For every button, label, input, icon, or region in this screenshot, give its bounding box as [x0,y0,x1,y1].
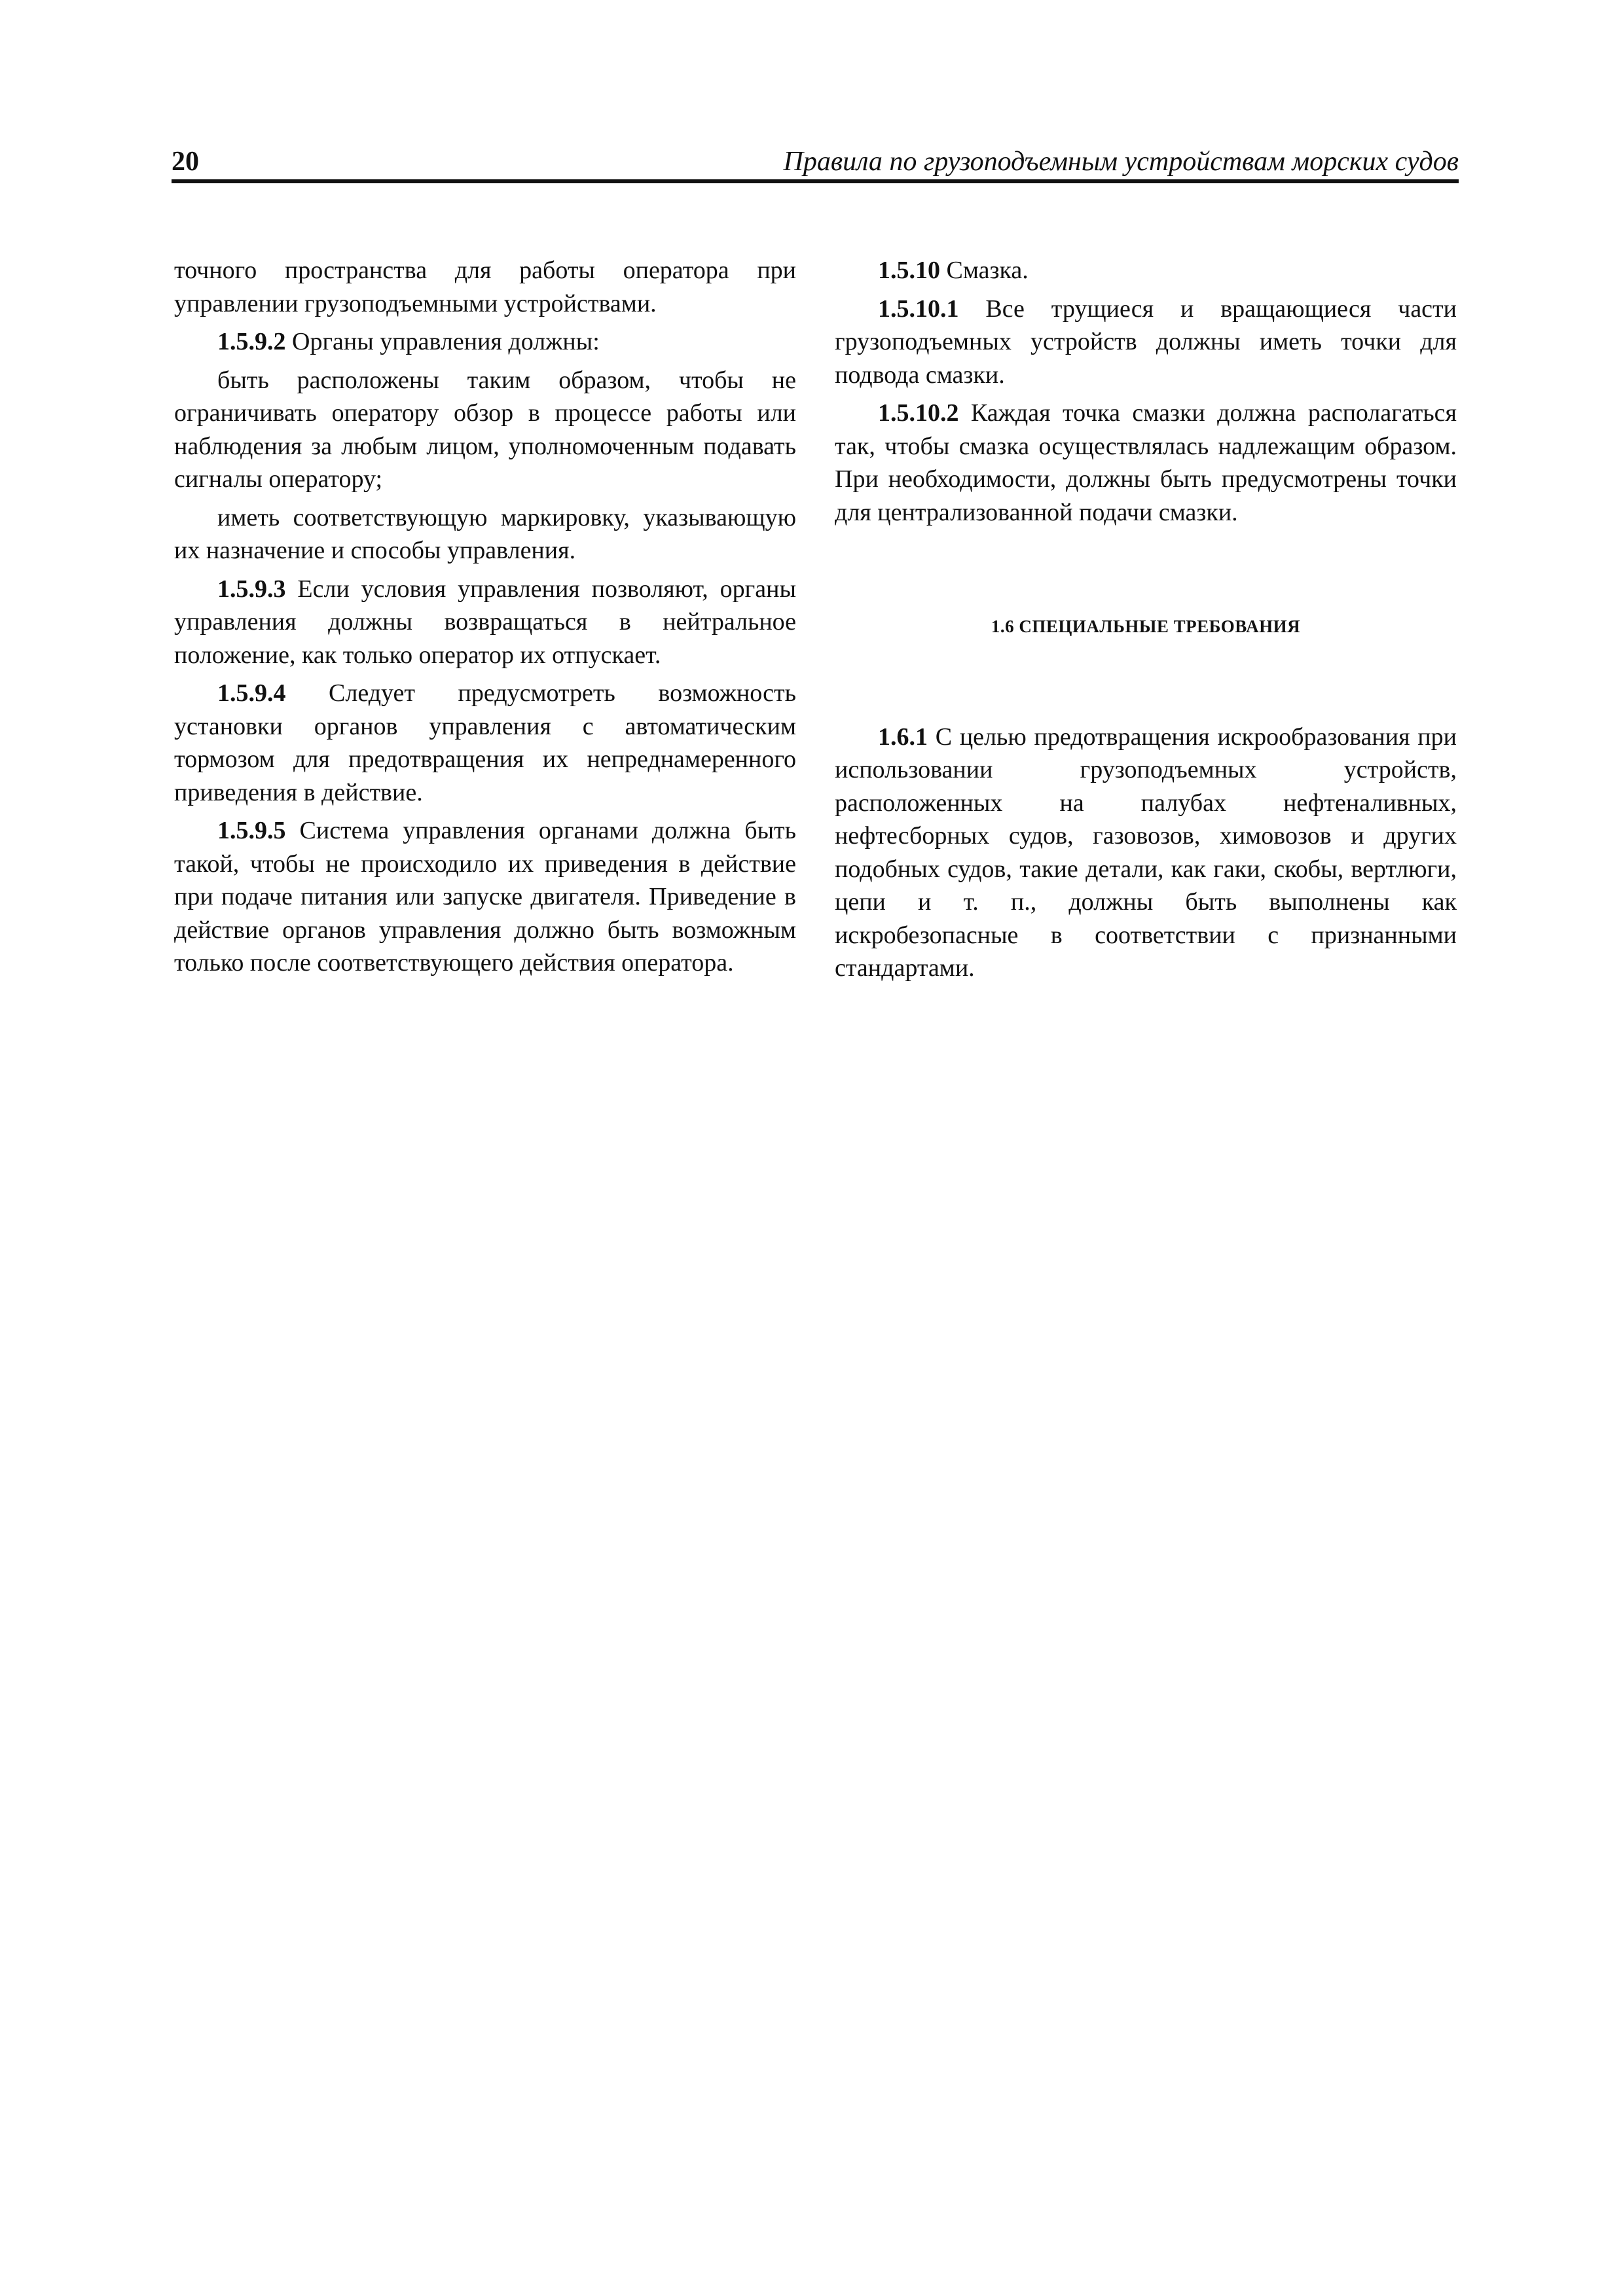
running-title: Правила по грузоподъемным устройствам морских судов [783,147,1459,177]
page-number: 20 [172,147,199,177]
clause-number: 1.6.1 [878,723,928,751]
clause-text: Каждая точка смазки должна располагаться так, чтобы смазка осуществлялась надлежащим образом. При необходимости, должны быть предусмотрены точки для централизованной подачи смазки. [835,399,1457,526]
paragraph-continuation: точного пространства для работы оператора при управлении грузоподъемными устройствами. [174,257,796,317]
clause-number: 1.5.10 [878,257,940,284]
clause-number: 1.5.10.1 [878,295,959,323]
list-item: быть расположены таким образом, чтобы не ограничивать оператору обзор в процессе работы или наблюдения за любым лицом, уполномоченным подавать сигналы оператору; [174,366,796,493]
clause-1-5-9-5 [174,814,796,980]
clause-text: С целью предотвращения искрообразования при использовании грузоподъемных устройств, расположенных на палубах нефтеналивных, нефтесборных судов, газовозов, химовозов и других подобных судов, такие детали, как гаки, скобы, вертлюги, цепи и т. п., должны быть выполнены как искробезопасные в соответствии с признанными стандартами. [835,723,1457,982]
clause-1-5-10 [835,254,1457,287]
right-column [835,254,1457,990]
clause-1-5-9-4 [174,677,796,809]
clause-1-5-9-3 [174,573,796,672]
list-item: иметь соответствующую маркировку, указывающую их назначение и способы управления. [174,503,796,564]
clause-text: Если условия управления позволяют, органы управления должны возвращаться в нейтральное положение, как только оператор их отпускает. [174,575,796,669]
clause-1-6-1 [835,721,1457,985]
clause-number: 1.5.9.4 [217,679,286,707]
clause-text: Органы управления должны: [285,328,600,355]
clause-text: Все трущиеся и вращающиеся части грузоподъемных устройств должны иметь точки для подвода смазки. [835,295,1457,389]
left-column [174,254,796,985]
page-header [172,140,1459,183]
section-heading: 1.6 СПЕЦИАЛЬНЫЕ ТРЕБОВАНИЯ [991,617,1301,636]
clause-text: Смазка. [940,257,1029,284]
clause-text: Следует предусмотреть возможность установки органов управления с автоматическим тормозом для предотвращения их непреднамеренного приведения в действие. [174,679,796,806]
clause-1-5-9-2 [174,325,796,359]
clause-text: Система управления органами должна быть такой, чтобы не происходило их приведения в действие при подаче питания или запуске двигателя. Приведение в действие органов управления должно быть возможным только после соответствующего действия оператора. [174,817,796,977]
clause-number: 1.5.9.3 [217,575,286,603]
clause-number: 1.5.9.2 [217,328,286,355]
clause-1-5-10-1 [835,293,1457,392]
clause-number: 1.5.9.5 [217,817,286,844]
clause-1-5-10-2 [835,397,1457,529]
clause-number: 1.5.10.2 [878,399,959,427]
